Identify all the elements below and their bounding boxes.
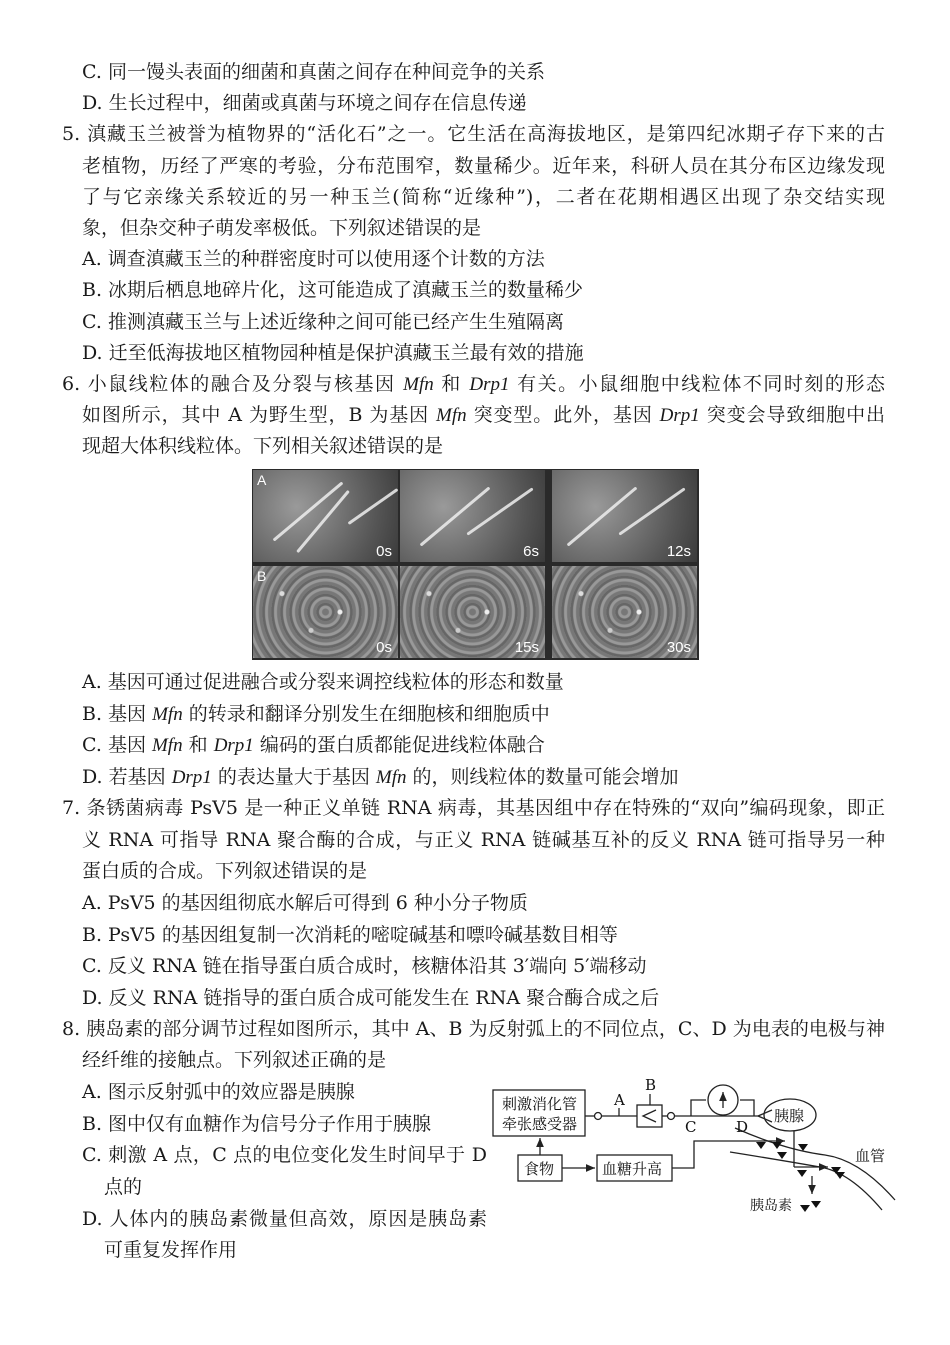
q7-option-c: C. 反义 RNA 链在指导蛋白质合成时，核糖体沿其 3′端向 5′端移动: [82, 955, 647, 977]
gene-name: Mfn: [151, 735, 183, 756]
receptor-label-2: 牵张感受器: [502, 1115, 578, 1133]
gene-name: Drp1: [171, 767, 212, 788]
synapse-1: [595, 1113, 602, 1120]
q5-option-a: A. 调查滇藏玉兰的种群密度时可以使用逐个计数的方法: [82, 248, 545, 270]
q4-option-d: D. 生长过程中，细菌或真菌与环境之间存在信息传递: [82, 92, 527, 114]
blood-vessel-label: 血管: [855, 1147, 886, 1165]
gene-name: Drp1: [469, 374, 510, 395]
text: 和: [182, 734, 214, 756]
gene-name: Mfn: [152, 703, 183, 725]
micrograph-b-30s: [552, 566, 697, 658]
q5-option-d: D. 迁至低海拔地区植物园种植是保护滇藏玉兰最有效的措施: [82, 342, 584, 364]
time-label: 12s: [666, 543, 691, 560]
food-label: 食物: [524, 1160, 555, 1178]
time-label: 0s: [376, 639, 392, 656]
point-c-label: C: [685, 1118, 697, 1136]
q8-option-c: C. 刺激 A 点，C 点的电位变化发生时间早于 D: [82, 1144, 487, 1166]
row-label-a: A: [257, 472, 267, 488]
text: 的，则线粒体的数量可能会增加: [406, 766, 679, 788]
micrograph-a-0s: [253, 470, 398, 562]
q5-option-b: B. 冰期后栖息地碎片化，这可能造成了滇藏玉兰的数量稀少: [82, 279, 584, 301]
q7-stem-line-3: 蛋白质的合成。下列叙述错误的是: [82, 860, 368, 882]
q8-option-a: A. 图示反射弧中的效应器是胰腺: [82, 1081, 355, 1103]
q6-option-b: [82, 699, 550, 730]
insulin-label: 胰岛素: [750, 1198, 792, 1214]
text: 的转录和翻译分别发生在细胞核和细胞质中: [182, 702, 550, 725]
point-b-label: B: [645, 1076, 657, 1094]
gene-name: Drp1: [213, 735, 254, 756]
text: D. 若基因: [82, 766, 172, 788]
time-label: 0s: [376, 543, 392, 560]
text: 如图所示，其中 A 为野生型，B 为基因: [82, 404, 437, 426]
q6-option-c: [82, 730, 545, 761]
blood-sugar-label: 血糖升高: [602, 1160, 663, 1178]
q6-option-d: [82, 762, 679, 793]
text: C. 基因: [82, 734, 152, 756]
q5-stem-line-3: 了与它亲缘关系较近的另一种玉兰(简称“近缘种”)，二者在花期相遇区出现了杂交结实现: [82, 186, 885, 208]
point-d-label: D: [736, 1118, 749, 1136]
q7-stem-line-2: 义 RNA 可指导 RNA 聚合酶的合成，与正义 RNA 链碱基互补的反义 RNA 链可指导另一种: [82, 829, 885, 851]
insulin-regulation-diagram: [490, 1070, 900, 1220]
q7-stem-line-1: 7. 条锈菌病毒 PsV5 是一种正义单链 RNA 病毒，其基因组中存在特殊的“双向”编码现象，即正: [62, 797, 885, 819]
mitochondria-micrograph-figure: [252, 469, 699, 660]
q4-option-c: C. 同一馒头表面的细菌和真菌之间存在种间竞争的关系: [82, 61, 545, 83]
text: 突变会导致细胞中出: [699, 404, 885, 426]
text: 有关。小鼠细胞中线粒体不同时刻的形态: [509, 373, 885, 395]
text: 6. 小鼠线粒体的融合及分裂与核基因: [62, 373, 404, 395]
q8-stem-line-1: 8. 胰岛素的部分调节过程如图所示，其中 A、B 为反射弧上的不同位点，C、D 为电表的电极与神: [62, 1018, 885, 1040]
neuron-b-box: [637, 1105, 662, 1127]
q5-stem-line-2: 老植物，历经了严寒的考验，分布范围窄，数量稀少。近年来，科研人员在其分布区边缘发现: [82, 155, 885, 177]
q5-stem-line-4: 象，但杂交种子萌发率极低。下列叙述错误的是: [82, 217, 482, 239]
text: 突变型。此外，基因: [466, 404, 660, 426]
text: B. 基因: [82, 702, 153, 725]
micrograph-b-0s: [253, 566, 398, 658]
q8-option-c-cont: 点的: [104, 1176, 143, 1198]
q7-option-b: B. PsV5 的基因组复制一次消耗的嘧啶碱基和嘌呤碱基数目相等: [82, 924, 618, 946]
q8-stem-line-2: 经纤维的接触点。下列叙述正确的是: [82, 1049, 387, 1071]
q8-option-d: D. 人体内的胰岛素微量但高效，原因是胰岛素: [82, 1208, 487, 1230]
point-a-label: A: [614, 1091, 625, 1109]
text: 编码的蛋白质都能促进线粒体融合: [253, 734, 545, 756]
receptor-label-1: 刺激消化管: [502, 1095, 578, 1113]
time-label: 30s: [666, 639, 691, 656]
text: 的表达量大于基因: [211, 766, 376, 788]
q5-stem-line-1: 5. 滇藏玉兰被誉为植物界的“活化石”之一。它生活在高海拔地区，是第四纪冰期孑存下来的古: [62, 123, 885, 145]
q7-option-a: A. PsV5 的基因组彻底水解后可得到 6 种小分子物质: [82, 892, 528, 914]
time-label: 6s: [523, 543, 539, 560]
q6-option-a: A. 基因可通过促进融合或分裂来调控线粒体的形态和数量: [82, 671, 564, 693]
q6-stem-line-1: [62, 369, 885, 400]
micrograph-b-15s: [400, 566, 545, 658]
q7-option-d: D. 反义 RNA 链指导的蛋白质合成可能发生在 RNA 聚合酶合成之后: [82, 987, 660, 1009]
q8-option-d-cont: 可重复发挥作用: [104, 1239, 238, 1261]
time-label: 15s: [514, 639, 539, 656]
gene-name: Mfn: [436, 405, 467, 426]
row-label-b: B: [257, 568, 267, 584]
gene-name: Mfn: [403, 374, 434, 395]
pancreas-label: 胰腺: [774, 1107, 805, 1125]
micrograph-a-6s: [400, 470, 545, 562]
q5-option-c: C. 推测滇藏玉兰与上述近缘种之间可能已经产生生殖隔离: [82, 311, 564, 333]
q8-option-b: B. 图中仅有血糖作为信号分子作用于胰腺: [82, 1113, 432, 1135]
gene-name: Drp1: [659, 405, 700, 426]
q6-stem-line-2: [82, 400, 885, 431]
gene-name: Mfn: [375, 767, 407, 788]
micrograph-a-12s: [552, 470, 697, 562]
text: 和: [433, 373, 470, 395]
q6-stem-line-3: 现超大体积线粒体。下列相关叙述错误的是: [82, 435, 444, 457]
